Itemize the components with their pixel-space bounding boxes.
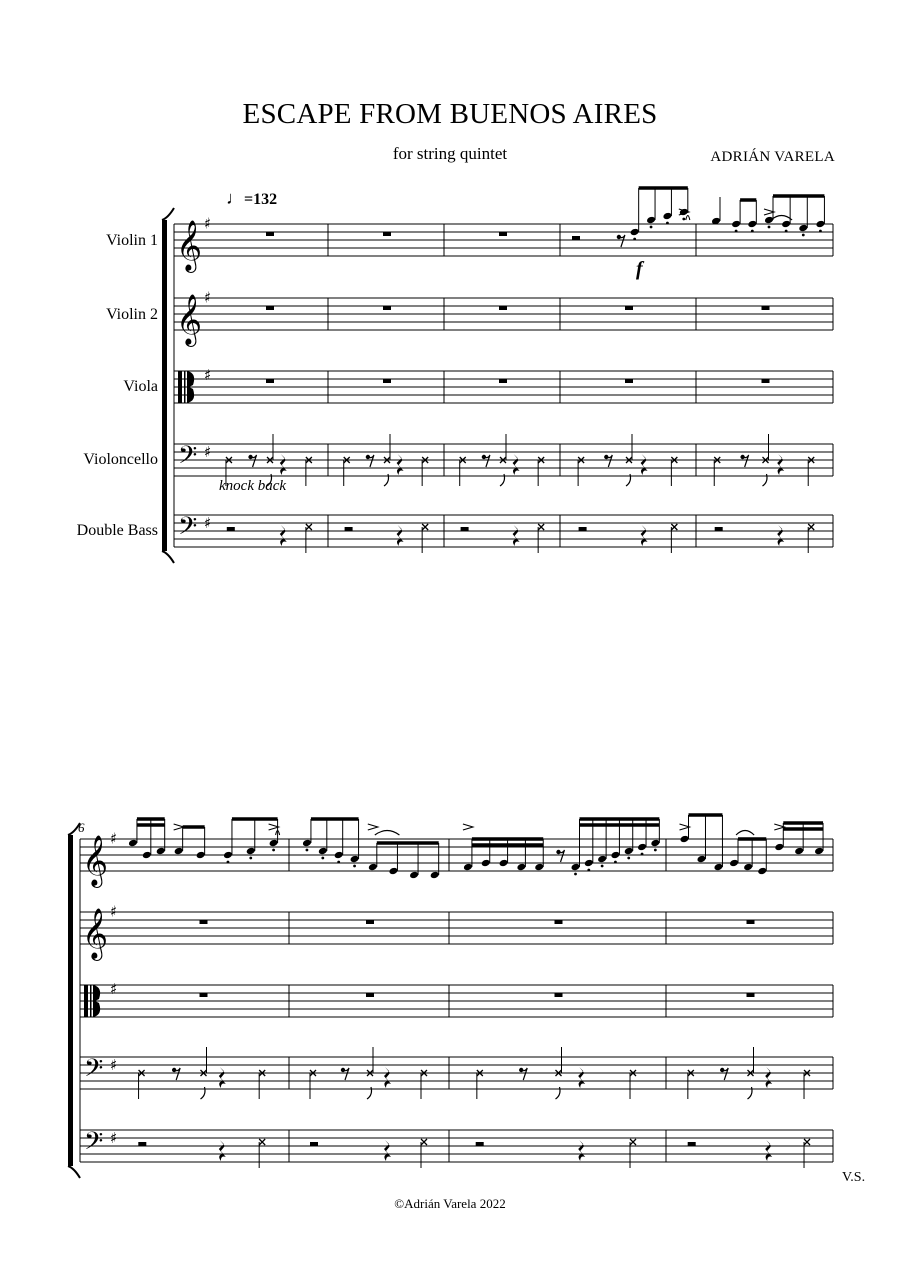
- whole-rest-icon: [747, 920, 755, 924]
- slur-icon: [375, 831, 400, 836]
- eighth-rest-icon: [559, 850, 565, 862]
- eighth-rest-icon: [619, 235, 625, 247]
- staccato-dot-icon: [666, 222, 669, 225]
- treble-clef-icon: 𝄞: [176, 220, 203, 271]
- melody-notehead-icon: [409, 871, 419, 880]
- melody-notehead-icon: [302, 839, 312, 848]
- eighth-rest-icon: [743, 455, 749, 467]
- key-signature-sharp-icon: ♯: [110, 902, 118, 921]
- x-notehead-icon: [422, 524, 428, 530]
- eighth-rest-icon: [521, 1068, 527, 1080]
- staccato-dot-icon: [682, 218, 685, 221]
- quarter-rest-icon: [641, 454, 648, 475]
- accent-mark-icon: [368, 824, 378, 830]
- staccato-dot-icon: [587, 869, 590, 872]
- staccato-dot-icon: [227, 861, 230, 864]
- melody-notehead-icon: [597, 855, 607, 864]
- staccato-dot-icon: [601, 865, 604, 868]
- score-system-2: [68, 815, 833, 1178]
- quarter-rest-icon: [513, 525, 520, 546]
- half-rest-icon: [572, 236, 580, 240]
- whole-rest-icon: [383, 306, 391, 310]
- melody-notehead-icon: [516, 863, 526, 872]
- melody-notehead-icon: [246, 847, 256, 856]
- melody-notehead-icon: [646, 216, 656, 225]
- melody-notehead-icon: [388, 867, 398, 876]
- half-rest-icon: [688, 1142, 696, 1146]
- bass-clef-icon: 𝄢: [84, 1054, 104, 1089]
- quarter-rest-icon: [578, 1067, 585, 1088]
- melody-notehead-icon: [430, 871, 440, 880]
- accent-mark-icon: [463, 824, 473, 830]
- staccato-dot-icon: [337, 861, 340, 864]
- melody-notehead-icon: [223, 851, 233, 860]
- instrument-label-double-bass: Double Bass: [76, 522, 158, 539]
- quarter-rest-icon: [777, 454, 784, 475]
- dynamic-forte: f: [636, 258, 643, 280]
- half-rest-icon: [138, 1142, 146, 1146]
- x-notehead-icon: [306, 524, 312, 530]
- instrument-label-violin2: Violin 2: [106, 306, 158, 323]
- staccato-dot-icon: [819, 230, 822, 233]
- whole-rest-icon: [366, 993, 374, 997]
- half-rest-icon: [715, 527, 723, 531]
- x-notehead-icon: [421, 1139, 427, 1145]
- quarter-rest-icon: [219, 1140, 226, 1161]
- melody-notehead-icon: [794, 847, 804, 856]
- melody-notehead-icon: [662, 212, 672, 221]
- system-bracket: [162, 551, 174, 563]
- system-bracket: [68, 835, 73, 1166]
- bass-clef-icon: 𝄢: [84, 1127, 104, 1162]
- expression-knock-back: knock back: [219, 478, 287, 494]
- eighth-rest-icon: [606, 455, 612, 467]
- staccato-dot-icon: [802, 234, 805, 237]
- system-bracket: [68, 1166, 80, 1178]
- half-rest-icon: [476, 1142, 484, 1146]
- eighth-rest-icon: [722, 1068, 728, 1080]
- instrument-label-violin1: Violin 1: [106, 232, 158, 249]
- melody-notehead-icon: [350, 855, 360, 864]
- half-rest-icon: [579, 527, 587, 531]
- whole-rest-icon: [499, 306, 507, 310]
- melody-notehead-icon: [743, 863, 753, 872]
- whole-rest-icon: [499, 232, 507, 236]
- quarter-rest-icon: [280, 454, 287, 475]
- copyright-notice: ©Adrián Varela 2022: [394, 1196, 506, 1211]
- treble-clef-icon: 𝄞: [176, 294, 203, 345]
- quarter-rest-icon: [384, 1067, 391, 1088]
- staccato-dot-icon: [614, 861, 617, 864]
- melody-notehead-icon: [814, 847, 824, 856]
- staccato-dot-icon: [574, 873, 577, 876]
- x-notehead-icon: [630, 1139, 636, 1145]
- slur-icon: [686, 216, 690, 221]
- melody-notehead-icon: [156, 847, 166, 856]
- key-signature-sharp-icon: ♯: [204, 288, 212, 307]
- melody-notehead-icon: [499, 859, 509, 868]
- staccato-dot-icon: [627, 857, 630, 860]
- key-signature-sharp-icon: ♯: [110, 829, 118, 848]
- staccato-dot-icon: [768, 226, 771, 229]
- eighth-rest-icon: [368, 455, 374, 467]
- quarter-rest-icon: [397, 454, 404, 475]
- whole-rest-icon: [266, 232, 274, 236]
- melody-notehead-icon: [815, 220, 825, 229]
- melody-notehead-icon: [697, 855, 707, 864]
- quarter-rest-icon: [513, 454, 520, 475]
- quarter-rest-icon: [397, 525, 404, 546]
- eighth-rest-icon: [484, 455, 490, 467]
- staccato-dot-icon: [249, 857, 252, 860]
- melody-notehead-icon: [757, 867, 767, 876]
- quarter-rest-icon: [641, 525, 648, 546]
- melody-notehead-icon: [637, 843, 647, 852]
- melody-notehead-icon: [798, 224, 808, 233]
- slur-icon: [771, 216, 792, 221]
- alto-clef-icon: [84, 985, 88, 1017]
- melody-notehead-icon: [747, 220, 757, 229]
- page-title: ESCAPE FROM BUENOS AIRES: [242, 98, 658, 130]
- melody-notehead-icon: [463, 863, 473, 872]
- whole-rest-icon: [747, 993, 755, 997]
- whole-rest-icon: [200, 993, 208, 997]
- melody-notehead-icon: [196, 851, 206, 860]
- instrument-label-violoncello: Violoncello: [83, 451, 158, 468]
- whole-rest-icon: [383, 379, 391, 383]
- key-signature-sharp-icon: ♯: [204, 366, 212, 384]
- key-signature-sharp-icon: ♯: [204, 443, 212, 461]
- whole-rest-icon: [625, 306, 633, 310]
- melody-notehead-icon: [610, 851, 620, 860]
- quarter-rest-icon: [578, 1140, 585, 1161]
- staccato-dot-icon: [735, 230, 738, 233]
- alto-clef-icon: [184, 371, 186, 403]
- half-rest-icon: [461, 527, 469, 531]
- alto-clef-icon: [90, 985, 92, 1017]
- bass-clef-icon: 𝄢: [178, 512, 198, 547]
- melody-notehead-icon: [729, 859, 739, 868]
- staccato-dot-icon: [751, 230, 754, 233]
- quarter-rest-icon: [219, 1067, 226, 1088]
- melody-notehead-icon: [584, 859, 594, 868]
- melody-notehead-icon: [174, 847, 184, 856]
- staccato-dot-icon: [650, 226, 653, 229]
- key-signature-sharp-icon: ♯: [204, 514, 212, 532]
- x-notehead-icon: [671, 524, 677, 530]
- system-bracket: [162, 220, 167, 551]
- staccato-dot-icon: [785, 230, 788, 233]
- key-signature-sharp-icon: ♯: [204, 214, 212, 233]
- treble-clef-icon: 𝄞: [82, 835, 109, 886]
- staccato-dot-icon: [321, 857, 324, 860]
- key-signature-sharp-icon: ♯: [110, 980, 118, 998]
- x-notehead-icon: [538, 524, 544, 530]
- melody-notehead-icon: [142, 851, 152, 860]
- treble-clef-icon: 𝄞: [82, 908, 109, 959]
- volti-subito: V.S.: [842, 1170, 866, 1185]
- melody-notehead-icon: [680, 835, 690, 844]
- score-system-1: [162, 188, 833, 563]
- system-bracket: [162, 208, 174, 220]
- melody-notehead-icon: [368, 863, 378, 872]
- staccato-dot-icon: [633, 238, 636, 241]
- whole-rest-icon: [200, 920, 208, 924]
- x-notehead-icon: [804, 1139, 810, 1145]
- eighth-rest-icon: [251, 455, 257, 467]
- melody-notehead-icon: [624, 847, 634, 856]
- melody-notehead-icon: [713, 863, 723, 872]
- tempo-value: =132: [244, 191, 278, 208]
- melody-notehead-icon: [731, 220, 741, 229]
- quarter-rest-icon: [765, 1140, 772, 1161]
- half-rest-icon: [227, 527, 235, 531]
- quarter-rest-icon: [777, 525, 784, 546]
- whole-rest-icon: [383, 232, 391, 236]
- whole-rest-icon: [499, 379, 507, 383]
- alto-clef-icon: [178, 371, 182, 403]
- quarter-note-icon: ♩: [226, 188, 244, 208]
- x-notehead-icon: [808, 524, 814, 530]
- whole-rest-icon: [266, 379, 274, 383]
- composer-name: ADRIÁN VARELA: [710, 149, 835, 165]
- melody-notehead-icon: [534, 863, 544, 872]
- melody-notehead-icon: [774, 843, 784, 852]
- staccato-dot-icon: [353, 865, 356, 868]
- staccato-dot-icon: [641, 853, 644, 856]
- eighth-rest-icon: [174, 1068, 180, 1080]
- instrument-label-viola: Viola: [123, 378, 158, 395]
- melody-notehead-icon: [764, 216, 774, 225]
- melody-notehead-icon: [334, 851, 344, 860]
- eighth-rest-icon: [343, 1068, 349, 1080]
- bass-clef-icon: 𝄢: [178, 441, 198, 476]
- slur-icon: [736, 831, 754, 836]
- page-subtitle: for string quintet: [392, 144, 508, 163]
- whole-rest-icon: [366, 920, 374, 924]
- half-rest-icon: [345, 527, 353, 531]
- half-rest-icon: [310, 1142, 318, 1146]
- melody-notehead-icon: [269, 839, 279, 848]
- system-bracket: [68, 823, 80, 835]
- melody-notehead-icon: [481, 859, 491, 868]
- quarter-rest-icon: [384, 1140, 391, 1161]
- whole-rest-icon: [625, 379, 633, 383]
- quarter-rest-icon: [765, 1067, 772, 1088]
- whole-rest-icon: [555, 993, 563, 997]
- staccato-dot-icon: [306, 849, 309, 852]
- melody-notehead-icon: [650, 839, 660, 848]
- melody-notehead-icon: [571, 863, 581, 872]
- x-notehead-icon: [259, 1139, 265, 1145]
- key-signature-sharp-icon: ♯: [110, 1129, 118, 1147]
- whole-rest-icon: [266, 306, 274, 310]
- whole-rest-icon: [762, 306, 770, 310]
- key-signature-sharp-icon: ♯: [110, 1056, 118, 1074]
- whole-rest-icon: [555, 920, 563, 924]
- melody-notehead-icon: [128, 839, 138, 848]
- staccato-dot-icon: [654, 849, 657, 852]
- melody-notehead-icon: [781, 220, 791, 229]
- whole-rest-icon: [762, 379, 770, 383]
- measure-number: 6: [78, 820, 85, 835]
- melody-notehead-icon: [630, 228, 640, 237]
- staccato-dot-icon: [272, 849, 275, 852]
- quarter-rest-icon: [280, 525, 287, 546]
- melody-notehead-icon: [318, 847, 328, 856]
